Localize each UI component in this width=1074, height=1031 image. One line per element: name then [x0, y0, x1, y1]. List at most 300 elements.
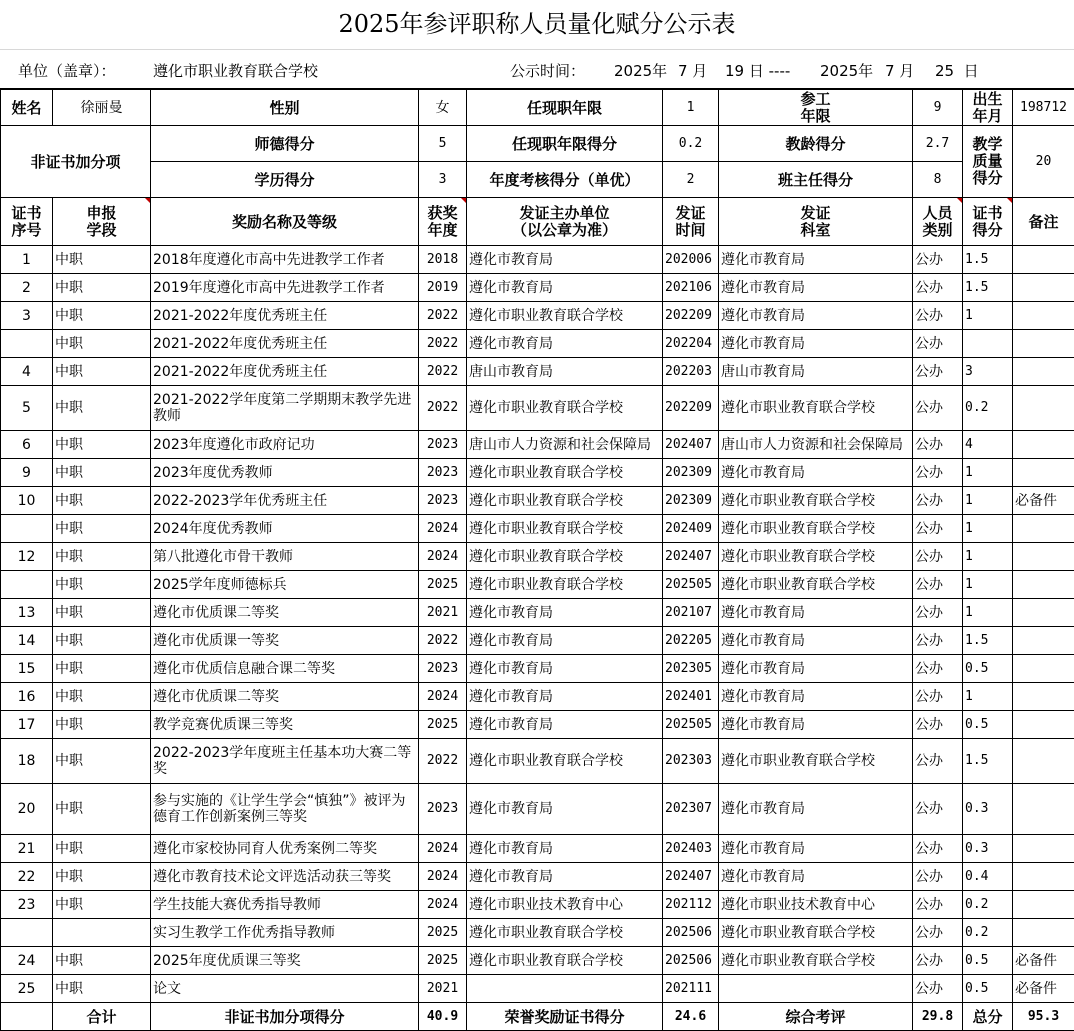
cert-note: [1013, 515, 1074, 543]
cert-date: 202203: [663, 358, 719, 386]
cert-score: 0.5: [963, 947, 1013, 975]
cert-stage: 中职: [53, 459, 151, 487]
table-row: [1, 627, 1074, 655]
cert-date: 202106: [663, 274, 719, 302]
cert-award: 遵化市优质课二等奖: [151, 683, 419, 711]
end-month: 7 月: [885, 60, 914, 81]
cert-type: 公办: [913, 784, 963, 835]
cert-no: 14: [1, 627, 53, 655]
table-row: [1, 386, 1074, 431]
cert-type: 公办: [913, 835, 963, 863]
cert-issuer: 遵化市职业教育联合学校: [467, 386, 663, 431]
col-header-no: 证书 序号: [1, 198, 53, 246]
cert-no: [1, 571, 53, 599]
cert-date: 202309: [663, 487, 719, 515]
cert-no: 4: [1, 358, 53, 386]
cert-date: 202303: [663, 739, 719, 784]
ethics-label: 师德得分: [151, 126, 419, 162]
table-row: [1, 431, 1074, 459]
cert-score: 1: [963, 543, 1013, 571]
cert-note: [1013, 835, 1074, 863]
cert-issuer: 遵化市教育局: [467, 627, 663, 655]
cert-date: 202107: [663, 599, 719, 627]
col-header-note: 备注: [1013, 198, 1074, 246]
cert-type: 公办: [913, 571, 963, 599]
head-teacher-label: 班主任得分: [719, 162, 913, 198]
cert-award: 2021-2022学年度第二学期期末教学先进教师: [151, 386, 419, 431]
total-label: 总分: [963, 1003, 1013, 1031]
cert-no: 20: [1, 784, 53, 835]
cert-issuer: 遵化市职业教育联合学校: [467, 515, 663, 543]
cert-date: 202407: [663, 543, 719, 571]
cert-stage: 中职: [53, 711, 151, 739]
cert-type: 公办: [913, 358, 963, 386]
cert-issuer: 遵化市教育局: [467, 835, 663, 863]
tenure-score-label: 任现职年限得分: [467, 126, 663, 162]
cert-score: 0.5: [963, 655, 1013, 683]
cert-score: 1: [963, 302, 1013, 330]
cert-office: 唐山市教育局: [719, 358, 913, 386]
cert-no: 24: [1, 947, 53, 975]
work-years-value: 9: [913, 90, 963, 126]
cert-award: 参与实施的《让学生学会“慎独”》被评为德育工作创新案例三等奖: [151, 784, 419, 835]
col-header-award: 奖励名称及等级: [151, 198, 419, 246]
cert-award: 遵化市教育技术论文评选活动获三等奖: [151, 863, 419, 891]
non-cert-total-value: 40.9: [419, 1003, 467, 1031]
cert-score: 1: [963, 571, 1013, 599]
cert-issuer: 遵化市职业教育联合学校: [467, 571, 663, 599]
cert-score: [963, 330, 1013, 358]
cert-date: 202111: [663, 975, 719, 1003]
end-day: 25 日: [935, 60, 979, 81]
cert-office: 遵化市教育局: [719, 683, 913, 711]
cert-score: 1: [963, 683, 1013, 711]
cert-stage: 中职: [53, 386, 151, 431]
table-row: [1, 947, 1074, 975]
cert-office: 遵化市教育局: [719, 330, 913, 358]
cert-award: 实习生教学工作优秀指导教师: [151, 919, 419, 947]
teach-age-value: 2.7: [913, 126, 963, 162]
score-row-1: [1, 126, 1074, 162]
annual-label: 年度考核得分（单优）: [467, 162, 663, 198]
cert-issuer: 遵化市教育局: [467, 711, 663, 739]
col-header-stage: 申报 学段: [53, 198, 151, 246]
cert-issuer: 遵化市职业教育联合学校: [467, 487, 663, 515]
cert-issuer: 遵化市职业教育联合学校: [467, 302, 663, 330]
cert-stage: 中职: [53, 543, 151, 571]
cert-note: 必备件: [1013, 487, 1074, 515]
cert-date: 202506: [663, 947, 719, 975]
col-header-date: 发证 时间: [663, 198, 719, 246]
cert-year: 2025: [419, 571, 467, 599]
cert-year: 2023: [419, 487, 467, 515]
cert-no: 21: [1, 835, 53, 863]
cert-stage: 中职: [53, 947, 151, 975]
cert-issuer: 遵化市职业教育联合学校: [467, 739, 663, 784]
cert-type: 公办: [913, 386, 963, 431]
column-header-row: [1, 198, 1074, 246]
cert-score: 0.2: [963, 891, 1013, 919]
cert-stage: 中职: [53, 599, 151, 627]
cert-office: 遵化市教育局: [719, 599, 913, 627]
table-row: [1, 739, 1074, 784]
cert-score: 1: [963, 459, 1013, 487]
cert-no: 5: [1, 386, 53, 431]
cert-award: 2021-2022年度优秀班主任: [151, 302, 419, 330]
table-row: [1, 358, 1074, 386]
cert-type: 公办: [913, 683, 963, 711]
cert-award: 2022-2023学年优秀班主任: [151, 487, 419, 515]
table-row: [1, 459, 1074, 487]
cert-type: 公办: [913, 487, 963, 515]
cert-stage: 中职: [53, 683, 151, 711]
cert-note: [1013, 431, 1074, 459]
name-label: 姓名: [1, 90, 53, 126]
cert-type: 公办: [913, 459, 963, 487]
cert-no: 13: [1, 599, 53, 627]
cert-award: 教学竞赛优质课三等奖: [151, 711, 419, 739]
overall-value: 29.8: [913, 1003, 963, 1031]
cert-date: 202407: [663, 863, 719, 891]
table-row: [1, 655, 1074, 683]
start-month: 7 月: [678, 60, 707, 81]
cert-office: 遵化市职业教育联合学校: [719, 543, 913, 571]
cert-year: 2018: [419, 246, 467, 274]
cert-date: 202403: [663, 835, 719, 863]
cert-stage: 中职: [53, 835, 151, 863]
tenure-score-value: 0.2: [663, 126, 719, 162]
cert-stage: 中职: [53, 246, 151, 274]
cert-no: [1, 515, 53, 543]
cert-year: 2019: [419, 274, 467, 302]
ethics-value: 5: [419, 126, 467, 162]
cert-stage: 中职: [53, 358, 151, 386]
cert-date: 202409: [663, 515, 719, 543]
cert-office: 遵化市职业技术教育中心: [719, 891, 913, 919]
cert-note: [1013, 683, 1074, 711]
cert-no: 9: [1, 459, 53, 487]
cert-note: [1013, 627, 1074, 655]
cert-date: 202401: [663, 683, 719, 711]
cert-date: 202407: [663, 431, 719, 459]
cert-office: 遵化市教育局: [719, 302, 913, 330]
cert-note: [1013, 891, 1074, 919]
cert-award: 2025年度优质课三等奖: [151, 947, 419, 975]
cert-score: 0.3: [963, 835, 1013, 863]
cert-award: 2021-2022年度优秀班主任: [151, 358, 419, 386]
cert-no: 12: [1, 543, 53, 571]
cert-award: 第八批遵化市骨干教师: [151, 543, 419, 571]
cert-score: 0.2: [963, 919, 1013, 947]
cert-type: 公办: [913, 891, 963, 919]
col-header-office: 发证 科室: [719, 198, 913, 246]
cert-no: 15: [1, 655, 53, 683]
cert-note: 必备件: [1013, 947, 1074, 975]
cert-award: 2024年度优秀教师: [151, 515, 419, 543]
cert-score: 1.5: [963, 739, 1013, 784]
cert-year: 2025: [419, 711, 467, 739]
cert-no: 6: [1, 431, 53, 459]
cert-type: 公办: [913, 543, 963, 571]
cert-year: 2023: [419, 784, 467, 835]
cert-note: 必备件: [1013, 975, 1074, 1003]
col-header-issuer: 发证主办单位 （以公章为准）: [467, 198, 663, 246]
cert-note: [1013, 739, 1074, 784]
cert-score: 0.5: [963, 975, 1013, 1003]
edu-value: 3: [419, 162, 467, 198]
cert-no: [1, 330, 53, 358]
cert-issuer: 遵化市教育局: [467, 274, 663, 302]
cert-office: 遵化市职业教育联合学校: [719, 487, 913, 515]
col-header-type: 人员 类别: [913, 198, 963, 246]
cert-year: 2024: [419, 515, 467, 543]
gender-value: 女: [419, 90, 467, 126]
cert-no: 10: [1, 487, 53, 515]
name-value: 徐丽曼: [53, 90, 151, 126]
cert-issuer: 遵化市职业教育联合学校: [467, 919, 663, 947]
cert-no: [1, 919, 53, 947]
cert-type: 公办: [913, 975, 963, 1003]
cert-office: 遵化市教育局: [719, 274, 913, 302]
head-teacher-value: 8: [913, 162, 963, 198]
table-row: [1, 571, 1074, 599]
cert-award: 遵化市家校协同育人优秀案例二等奖: [151, 835, 419, 863]
cert-score: 1.5: [963, 274, 1013, 302]
table-row: [1, 302, 1074, 330]
cert-year: 2024: [419, 543, 467, 571]
totals-row: [1, 1003, 1074, 1031]
quality-value: 20: [1013, 126, 1074, 198]
cert-year: 2022: [419, 739, 467, 784]
cert-note: [1013, 543, 1074, 571]
cert-award: 2023年度遵化市政府记功: [151, 431, 419, 459]
cert-note: [1013, 599, 1074, 627]
cert-note: [1013, 863, 1074, 891]
cert-year: 2021: [419, 975, 467, 1003]
cert-issuer: [467, 975, 663, 1003]
cert-type: 公办: [913, 739, 963, 784]
cert-date: 202209: [663, 386, 719, 431]
table-row: [1, 543, 1074, 571]
cert-year: 2024: [419, 863, 467, 891]
cert-office: 遵化市职业教育联合学校: [719, 571, 913, 599]
cert-stage: 中职: [53, 571, 151, 599]
cert-award: 遵化市优质课二等奖: [151, 599, 419, 627]
non-cert-label: 非证书加分项: [1, 126, 151, 198]
cert-office: 遵化市职业教育联合学校: [719, 386, 913, 431]
cert-issuer: 遵化市职业教育联合学校: [467, 459, 663, 487]
cert-note: [1013, 246, 1074, 274]
cert-year: 2023: [419, 459, 467, 487]
cert-note: [1013, 571, 1074, 599]
cert-stage: 中职: [53, 627, 151, 655]
cert-no: 17: [1, 711, 53, 739]
cert-year: 2022: [419, 358, 467, 386]
cert-stage: 中职: [53, 274, 151, 302]
cert-date: 202209: [663, 302, 719, 330]
start-year: 2025年: [614, 60, 667, 81]
table-row: [1, 835, 1074, 863]
quality-label: 教学 质量 得分: [963, 126, 1013, 198]
table-row: [1, 784, 1074, 835]
birth-label: 出生 年月: [963, 90, 1013, 126]
col-header-year: 获奖 年度: [419, 198, 467, 246]
cert-stage: 中职: [53, 891, 151, 919]
gender-label: 性别: [151, 90, 419, 126]
cert-note: [1013, 919, 1074, 947]
sheet-title: 2025年参评职称人员量化赋分公示表: [0, 0, 1074, 50]
cert-score: 0.5: [963, 711, 1013, 739]
cert-award: 2025学年度师德标兵: [151, 571, 419, 599]
meta-row: [0, 50, 1074, 89]
cert-year: 2025: [419, 947, 467, 975]
cert-no: 16: [1, 683, 53, 711]
overall-label: 综合考评: [719, 1003, 913, 1031]
cert-type: 公办: [913, 655, 963, 683]
table-row: [1, 515, 1074, 543]
cert-office: 唐山市人力资源和社会保障局: [719, 431, 913, 459]
cert-issuer: 遵化市职业技术教育中心: [467, 891, 663, 919]
cert-type: 公办: [913, 515, 963, 543]
cert-type: 公办: [913, 863, 963, 891]
cert-note: [1013, 330, 1074, 358]
cert-issuer: 遵化市教育局: [467, 599, 663, 627]
cert-note: [1013, 358, 1074, 386]
cert-score: 1.5: [963, 627, 1013, 655]
cert-no: 3: [1, 302, 53, 330]
cert-year: 2024: [419, 683, 467, 711]
cert-note: [1013, 386, 1074, 431]
cert-date: 202205: [663, 627, 719, 655]
cert-award: 2023年度优秀教师: [151, 459, 419, 487]
table-row: [1, 711, 1074, 739]
non-cert-total-label: 非证书加分项得分: [151, 1003, 419, 1031]
sum-label: 合计: [53, 1003, 151, 1031]
cert-stage: 中职: [53, 431, 151, 459]
col-header-score: 证书 得分: [963, 198, 1013, 246]
cert-stage: 中职: [53, 515, 151, 543]
cert-type: 公办: [913, 919, 963, 947]
cert-award: 遵化市优质课一等奖: [151, 627, 419, 655]
table-row: [1, 487, 1074, 515]
cert-issuer: 遵化市教育局: [467, 246, 663, 274]
cert-no: 23: [1, 891, 53, 919]
cert-date: 202305: [663, 655, 719, 683]
cert-score: 0.4: [963, 863, 1013, 891]
unit-label: 单位（盖章）：: [18, 60, 116, 81]
cert-score: 0.3: [963, 784, 1013, 835]
cert-type: 公办: [913, 330, 963, 358]
cert-office: 遵化市教育局: [719, 784, 913, 835]
cert-no: 2: [1, 274, 53, 302]
cert-note: [1013, 784, 1074, 835]
cert-year: 2022: [419, 627, 467, 655]
table-row: [1, 975, 1074, 1003]
cert-office: 遵化市教育局: [719, 863, 913, 891]
publish-time-label: 公示时间：: [510, 60, 585, 81]
cert-score: 4: [963, 431, 1013, 459]
cert-note: [1013, 459, 1074, 487]
cert-year: 2024: [419, 891, 467, 919]
cert-no: 1: [1, 246, 53, 274]
cert-stage: 中职: [53, 784, 151, 835]
cert-year: 2025: [419, 919, 467, 947]
cert-score: 1: [963, 515, 1013, 543]
cert-office: 遵化市职业教育联合学校: [719, 919, 913, 947]
cert-office: 遵化市教育局: [719, 655, 913, 683]
work-years-label: 参工 年限: [719, 90, 913, 126]
cert-award: 2021-2022年度优秀班主任: [151, 330, 419, 358]
cert-award: 2019年度遵化市高中先进教学工作者: [151, 274, 419, 302]
cert-stage: 中职: [53, 863, 151, 891]
cert-type: 公办: [913, 302, 963, 330]
cert-date: 202112: [663, 891, 719, 919]
cert-type: 公办: [913, 431, 963, 459]
cert-date: 202506: [663, 919, 719, 947]
tenure-value: 1: [663, 90, 719, 126]
table-row: [1, 330, 1074, 358]
cert-stage: 中职: [53, 302, 151, 330]
teach-age-label: 教龄得分: [719, 126, 913, 162]
cert-type: 公办: [913, 599, 963, 627]
cert-stage: 中职: [53, 739, 151, 784]
cert-type: 公办: [913, 627, 963, 655]
cert-issuer: 遵化市教育局: [467, 655, 663, 683]
cert-year: 2023: [419, 655, 467, 683]
cert-issuer: 遵化市教育局: [467, 863, 663, 891]
cert-award: 2022-2023学年度班主任基本功大赛二等奖: [151, 739, 419, 784]
cert-date: 202204: [663, 330, 719, 358]
table-row: [1, 891, 1074, 919]
birth-value: 198712: [1013, 90, 1074, 126]
cert-stage: 中职: [53, 330, 151, 358]
table-row: [1, 246, 1074, 274]
score-table: [0, 89, 1074, 1031]
tenure-label: 任现职年限: [467, 90, 663, 126]
cert-date: 202505: [663, 711, 719, 739]
cert-office: 遵化市教育局: [719, 711, 913, 739]
cert-type: 公办: [913, 947, 963, 975]
cert-score: 1.5: [963, 246, 1013, 274]
cert-stage: 中职: [53, 655, 151, 683]
cert-stage: 中职: [53, 487, 151, 515]
cert-no: 25: [1, 975, 53, 1003]
cert-award: 遵化市优质信息融合课二等奖: [151, 655, 419, 683]
cert-note: [1013, 655, 1074, 683]
edu-label: 学历得分: [151, 162, 419, 198]
cert-issuer: 遵化市职业教育联合学校: [467, 947, 663, 975]
score-row-2: [1, 162, 1074, 198]
cert-office: 遵化市职业教育联合学校: [719, 739, 913, 784]
cert-stage: [53, 919, 151, 947]
cert-note: [1013, 711, 1074, 739]
cert-score: 0.2: [963, 386, 1013, 431]
total-value: 95.3: [1013, 1003, 1074, 1031]
totals-spacer: [1, 1003, 53, 1031]
cert-year: 2021: [419, 599, 467, 627]
table-row: [1, 919, 1074, 947]
cert-award: 论文: [151, 975, 419, 1003]
cert-date: 202006: [663, 246, 719, 274]
cert-score: 3: [963, 358, 1013, 386]
annual-value: 2: [663, 162, 719, 198]
cert-year: 2024: [419, 835, 467, 863]
cert-year: 2022: [419, 330, 467, 358]
cert-issuer: 唐山市教育局: [467, 358, 663, 386]
end-year: 2025年: [820, 60, 873, 81]
cert-award: 2018年度遵化市高中先进教学工作者: [151, 246, 419, 274]
cert-note: [1013, 274, 1074, 302]
